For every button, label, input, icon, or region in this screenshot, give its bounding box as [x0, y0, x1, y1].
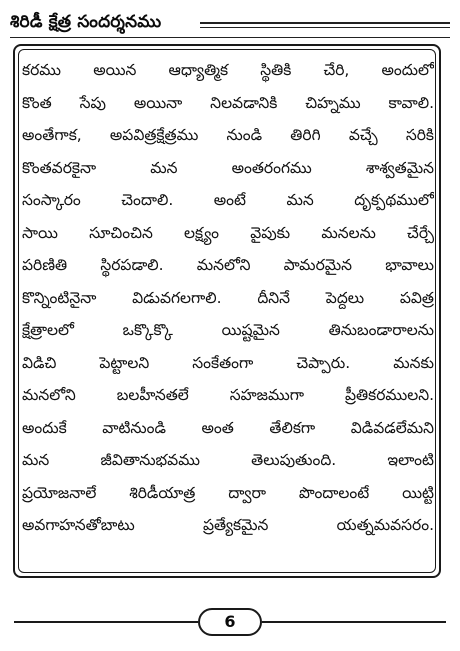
body-line: మనలోని బలహీనతలే సహజముగా ప్రీతికరములని.	[22, 386, 434, 404]
body-line: కరము అయిన ఆధ్యాత్మిక స్థితికి చేరి, అందులో	[22, 61, 434, 79]
body-line: ప్రయోజనాలే శిరిడీయాత్ర ద్వారా పొందాలంటే యిట్టి	[22, 483, 434, 502]
header-rule	[200, 27, 450, 28]
header-rule	[10, 37, 450, 38]
page-number: 6	[198, 608, 262, 636]
body-line: అందుకే వాటినుండి అంత తేలికగా విడివడలేమని	[22, 418, 434, 437]
running-header-title: శిరిడీ క్షేత్ర సందర్శనము	[10, 12, 162, 32]
body-line: కొంత సేపు అయినా నిలవడానికి చిహ్నము కావాలి.	[22, 93, 434, 112]
body-line: కొంతవరకైనా మన అంతరంగము శాశ్వతమైన	[22, 158, 434, 177]
body-line: పరిణితి స్థిరపడాలి. మనలోని పామరమైన భావాలు	[22, 256, 434, 274]
body-line: సంస్కారం చెందాలి. అంటే మన దృక్పథములో	[22, 191, 434, 209]
body-line: అవగాహనతోబాటు ప్రత్యేకమైన యత్నమవసరం.	[22, 516, 434, 534]
body-line: విడిచి పెట్టాలని సంకేతంగా చెప్పారు. మనకు	[22, 353, 434, 372]
footer-rule	[262, 621, 446, 623]
header-rule	[200, 22, 450, 24]
body-line: సాయి సూచించిన లక్ష్యం వైపుకు మనలను చేర్చే	[22, 223, 434, 242]
footer-rule	[14, 621, 198, 623]
body-line: క్షేత్రాలలో ఒక్కొక్కొ యిష్టమైన తినుబండారాలను	[22, 321, 434, 339]
body-line: అంతేగాక, అపవిత్రక్షేత్రము నుండి తిరిగి వచ్చే సరికి	[22, 126, 434, 144]
body-text	[22, 54, 434, 542]
body-line: కొన్నింటినైనా విడువగలగాలి. దీనినే పెద్దలు పవిత్ర	[22, 288, 434, 307]
body-line: మన జీవితానుభవము తెలుపుతుంది. ఇలాంటి	[22, 451, 434, 469]
